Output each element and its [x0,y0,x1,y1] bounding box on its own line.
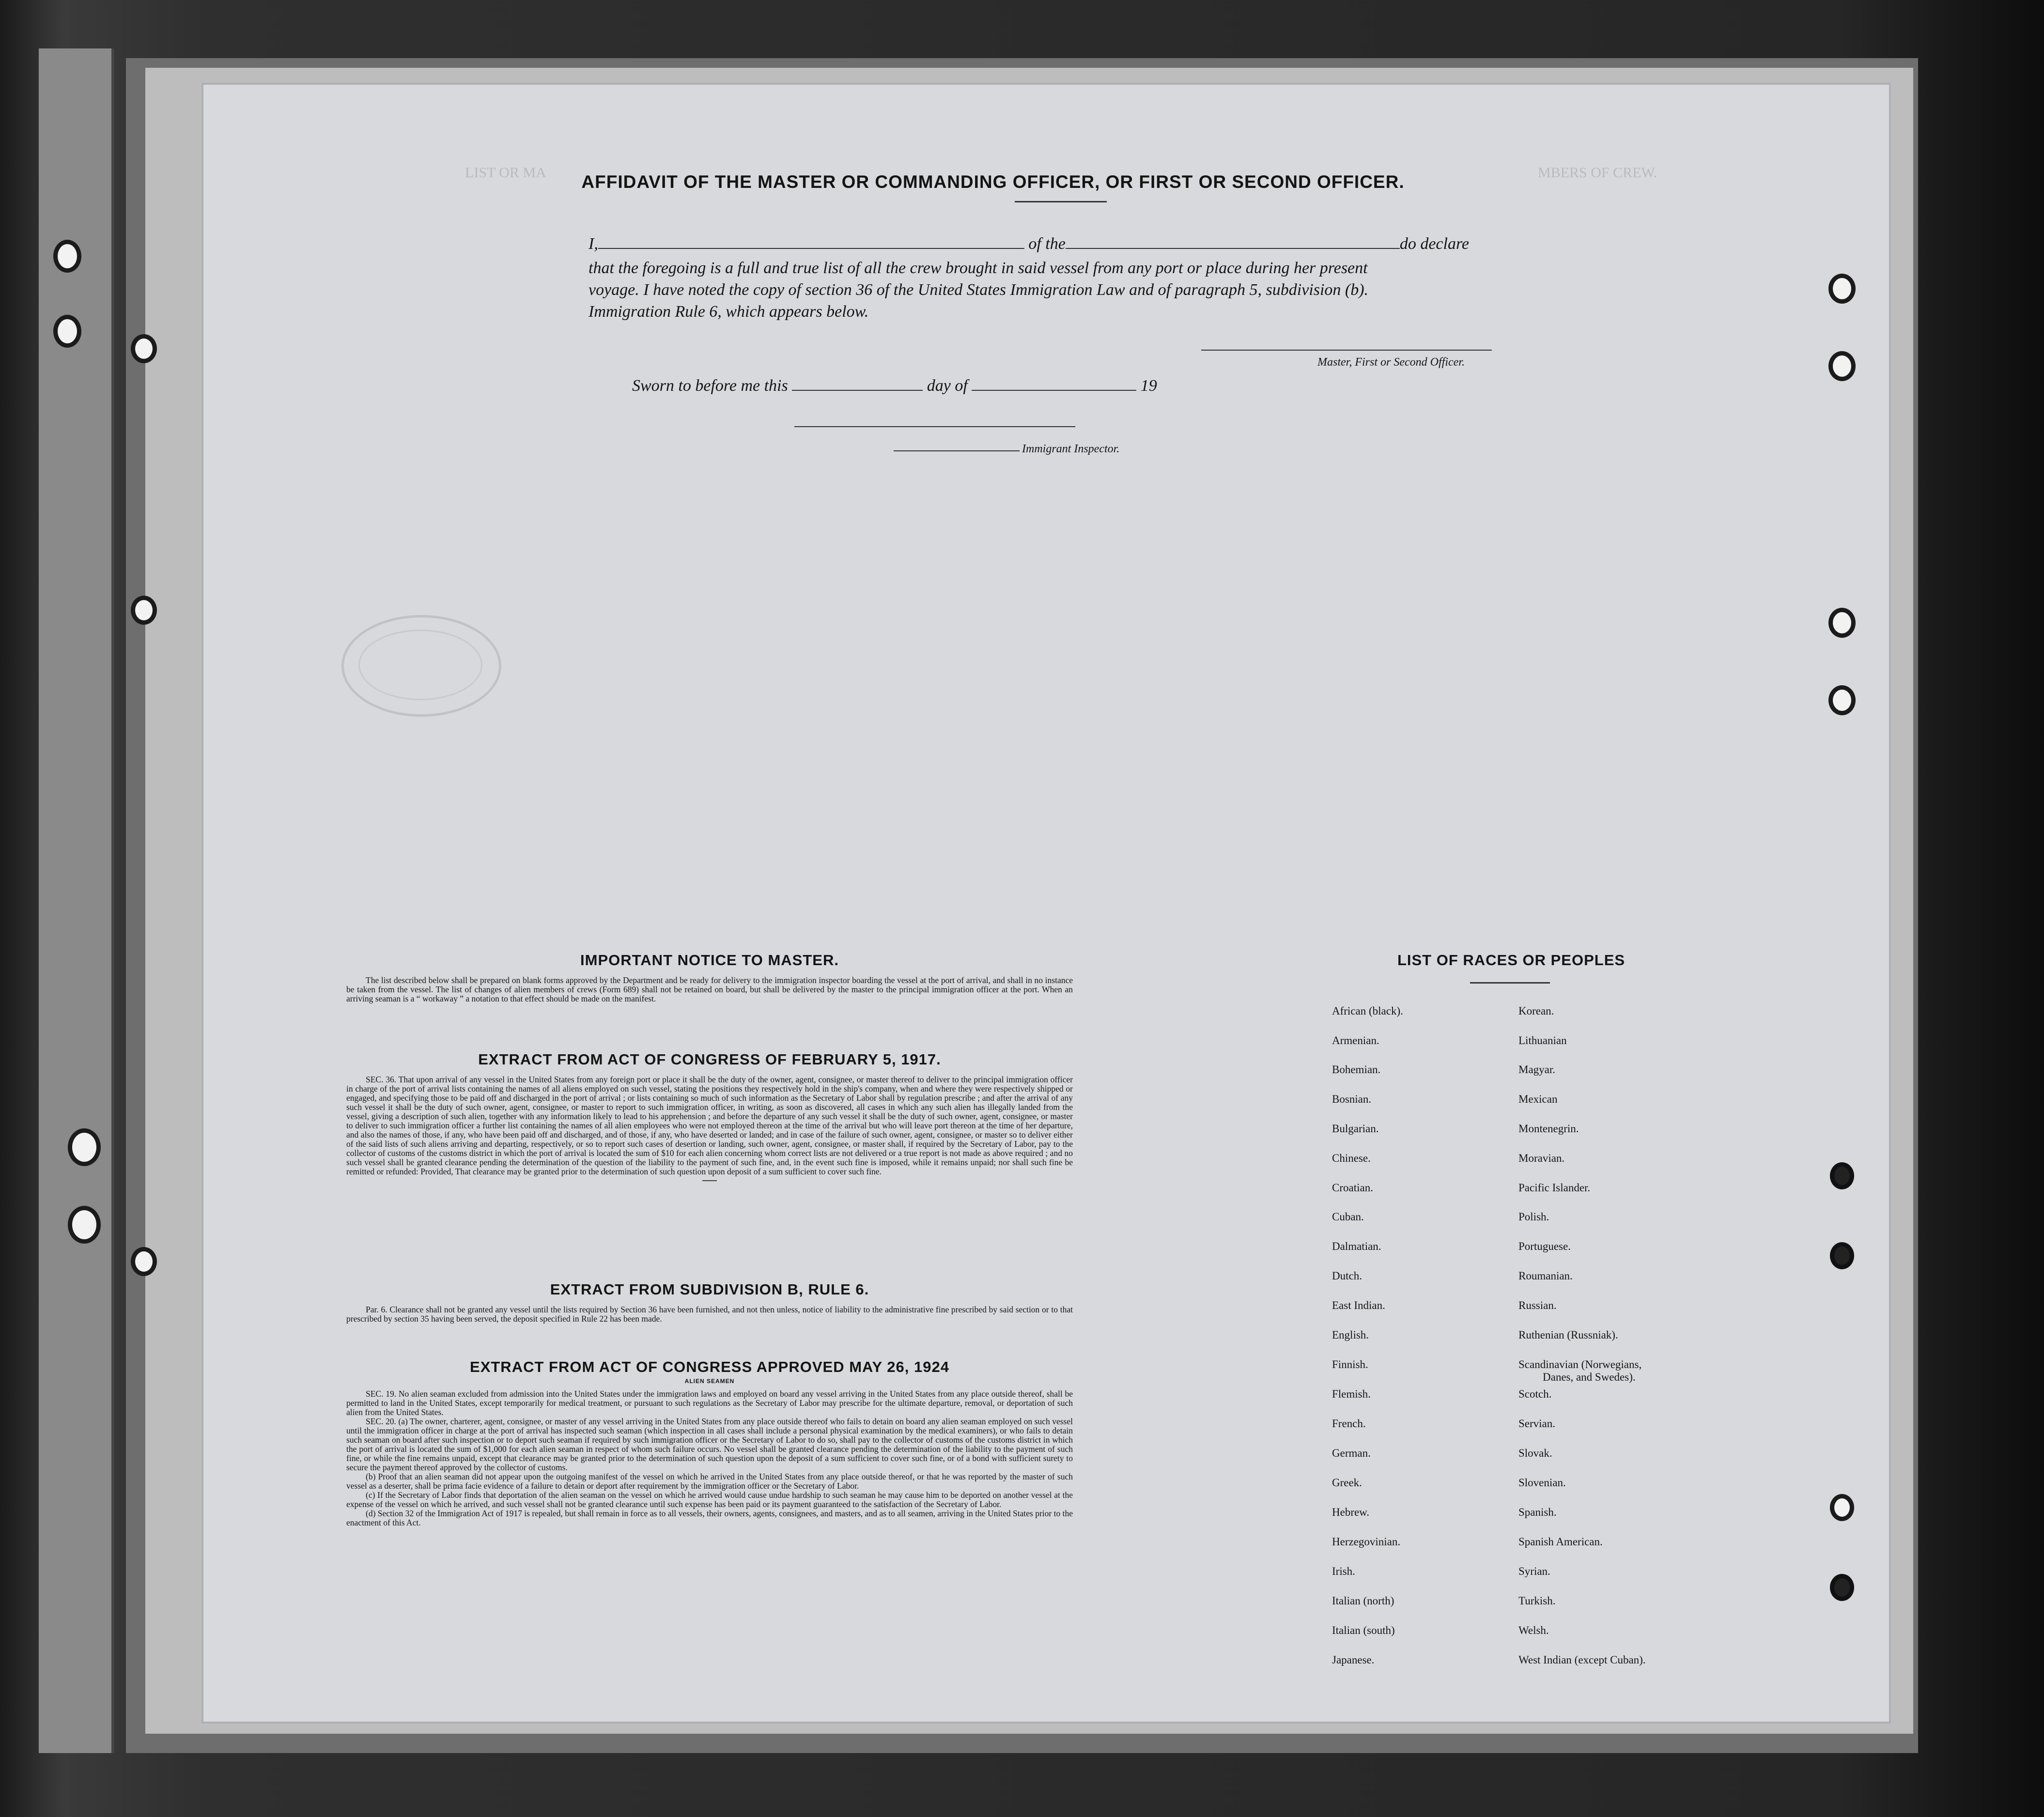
race-item: Servian. [1518,1417,1556,1430]
race-item: Cuban. [1332,1211,1364,1223]
punch-hole [1828,685,1856,715]
inspector-caption: Immigrant Inspector. [1022,443,1120,455]
race-item: Roumanian. [1518,1270,1573,1282]
race-item: Croatian. [1332,1182,1373,1194]
race-item: Greek. [1332,1477,1362,1489]
races-title: LIST OF RACES OR PEOPLES [1397,952,1626,969]
race-item: Herzegovinian. [1332,1536,1401,1548]
notice-title: IMPORTANT NOTICE TO MASTER. [580,952,839,969]
extract-1924-title: EXTRACT FROM ACT OF CONGRESS APPROVED MAY 26, 1924 [470,1358,949,1375]
race-item: Mexican [1518,1093,1558,1105]
sworn-day-blank[interactable] [792,379,923,391]
master-signature-line[interactable] [1201,350,1492,351]
punch-hole [1830,1574,1854,1601]
race-item: Pacific Islander. [1518,1182,1591,1194]
declaration-declare: do declare [1399,235,1470,253]
race-item: German. [1332,1447,1371,1459]
notice-paragraph: The list described below shall be prepared on blank forms approved by the Department and be ready for delivery to the immigration inspector boarding the vessel at the port of arrival, and shall in no instance be taken from the vessel. The list of changes of alien members of crews (Form 689) shall not be retained on board, but shall be delivered by the master to the principal immigration officer at the port. When an arriving seaman is a “ workaway ” a notation to that effect should be made on the manifest. [346,975,1073,1003]
race-item: Ruthenian (Russniak). [1518,1329,1618,1341]
inspector-signature-line[interactable] [794,426,1075,427]
declaration-line-4: Immigration Rule 6, which appears below. [588,303,869,321]
sworn-day-of: day of [927,377,968,395]
race-item: Magyar. [1518,1063,1556,1076]
races-title-underline [1470,982,1550,984]
punch-hole [53,240,81,273]
section-divider [702,1180,717,1181]
sworn-year: 19 [1140,377,1157,395]
punch-hole [68,1128,101,1166]
punch-hole [1830,1242,1854,1269]
race-item: Dutch. [1332,1270,1362,1282]
declaration-of-the: of the [1028,235,1066,253]
race-item: Syrian. [1518,1565,1550,1577]
title-underline [1015,201,1107,202]
punch-hole [131,596,157,625]
declaration-line-2: that the foregoing is a full and true list of all the crew brought in said vessel from any port or place during her present [588,259,1368,277]
race-item: Slovenian. [1518,1477,1566,1489]
extract-rule6-title: EXTRACT FROM SUBDIVISION B, RULE 6. [550,1281,869,1298]
notice-section [346,952,1073,1003]
race-item: African (black). [1332,1005,1403,1017]
name-blank[interactable] [598,237,1024,249]
race-item: Lithuanian [1518,1034,1567,1047]
faint-oval-stamp [341,615,501,717]
sworn-line [632,377,1157,395]
race-item: Italian (south) [1332,1624,1395,1636]
extract-rule6-section [346,1281,1073,1324]
declaration-line-3: voyage. I have noted the copy of section 36 of the United States Immigration Law and of paragraph 5, subdivision (b). [588,281,1369,299]
extract-rule6-body [346,1305,1073,1324]
punch-hole [1828,274,1856,304]
punch-hole [1830,1162,1854,1189]
vessel-blank[interactable] [1066,237,1400,249]
race-item: Welsh. [1518,1624,1549,1636]
punch-hole [131,1247,157,1276]
extract-1917-paragraph: SEC. 36. That upon arrival of any vessel in the United States from any foreign port or place it shall be the duty of the owner, agent, consignee, or master thereof to deliver to the principal immigration officer in charge of the port of arrival lists containing the names of all aliens employed on such vessel, stating the positions they respectively hold in the ship's company, when and where they were respectively shipped or engaged, and specifying those to be paid off and discharged in the port of arrival ; or lists containing so much of such information as the Secretary of Labor shall by regulation prescribe ; and after the arrival of any such vessel it shall be the duty of such owner, agent, consignee, or master to report to such immigration officer, in writing, as soon as discovered, all cases in which any such alien has illegally landed from the vessel, giving a description of such alien, together with any information likely to lead to his apprehension ; and before the departure of any such vessel it shall be the duty of such owner, agent, consignee, or master to deliver to such immigration officer a further list containing the names of all alien employees who were not employed thereon at the time of the arrival but who will leave port thereon at the time of her departure, and also the names of those, if any, who have been paid off and discharged, and of those, if any, who have deserted or landed; and in case of the failure of such owner, agent, consignee, or master so to deliver either of the said lists of such aliens arriving and departing, respectively, or so to report such cases of desertion or landing, such owner, agent, consignee, or master shall, if required by the Secretary of Labor, pay to the collector of customs of the customs district in which the port of arrival is located the sum of $10 for each alien concerning whom correct lists are not delivered or a true report is not made as above required ; and no such vessel shall be granted clearance pending the determination of the question of the liability to the payment of such fine, and, in the event such fine is imposed, while it remains unpaid; nor shall such fine be remitted or refunded: Provided, That clearance may be granted prior to the determination of such question upon deposit of a sum sufficient to cover such fine. [346,1075,1073,1176]
race-item: Spanish American. [1518,1536,1603,1548]
race-item: Polish. [1518,1211,1549,1223]
race-item: Chinese. [1332,1152,1371,1164]
sworn-month-blank[interactable] [972,379,1136,391]
sworn-prefix: Sworn to before me this [632,377,788,395]
extract-1917-section [346,1051,1073,1189]
race-item: Bosnian. [1332,1093,1372,1105]
race-item: Montenegrin. [1518,1123,1579,1135]
declaration-i: I, [588,235,598,253]
race-item: West Indian (except Cuban). [1518,1654,1646,1666]
extract-1924-paragraph: (b) Proof that an alien seaman did not appear upon the outgoing manifest of the vessel on which he arrived in the United States from any place outside thereof, or that he was reported by the master of such vessel as a deserter, shall be prima facie evidence of a failure to detain or deport after requirement by the immigration officer or the Secretary of Labor. [346,1472,1073,1491]
punch-hole [1830,1494,1854,1521]
bleed-through-heading-left: LIST OR MA [465,165,546,181]
race-item: English. [1332,1329,1369,1341]
faint-oval-stamp-inner [358,630,482,700]
extract-1924-paragraph: SEC. 19. No alien seaman excluded from admission into the United States under the immigration laws and employed on board any vessel arriving in the United States from any place outside thereof, shall be permitted to land in the United States, except temporarily for medical treatment, or pursuant to such regulations as the Secretary of Labor may prescribe for the ultimate departure, removal, or deportation of such alien from the United States. [346,1389,1073,1417]
binder-strip [39,48,114,1753]
inspector-caption-rule [894,450,1020,451]
punch-hole [1828,608,1856,638]
race-item: Slovak. [1518,1447,1552,1459]
extract-1917-title: EXTRACT FROM ACT OF CONGRESS OF FEBRUARY 5, 1917. [478,1051,941,1068]
race-item: Spanish. [1518,1506,1557,1518]
race-item: Italian (north) [1332,1595,1394,1607]
affidavit-title: AFFIDAVIT OF THE MASTER OR COMMANDING OFFICER, OR FIRST OR SECOND OFFICER. [581,172,1405,192]
race-item: Irish. [1332,1565,1355,1577]
punch-hole [1828,351,1856,381]
extract-1924-paragraph: (c) If the Secretary of Labor finds that deportation of the alien seaman on the vessel on which he arrived would cause undue hardship to such seaman he may cause him to be deported on another vessel at the expense of the vessel on which he arrived, and such vessel shall not be granted clearance until such expense has been paid or its payment guaranteed to the satisfaction of the Secretary of Labor. [346,1490,1073,1509]
race-item: Finnish. [1332,1358,1368,1370]
race-item: Scotch. [1518,1388,1552,1400]
race-item: Scandinavian (Norwegians, [1518,1358,1642,1370]
master-caption: Master, First or Second Officer. [1317,356,1465,369]
extract-rule6-paragraph: Par. 6. Clearance shall not be granted any vessel until the lists required by Section 36 have been furnished, and not then unless, notice of liability to the administrative fine prescribed by said section or to that prescribed by section 35 having been served, the deposit specified in Rule 22 has been made. [346,1305,1073,1324]
race-item: Korean. [1518,1005,1554,1017]
race-item: East Indian. [1332,1299,1385,1311]
extract-1924-subtitle: ALIEN SEAMEN [684,1378,735,1385]
bleed-through-heading-right: MBERS OF CREW. [1538,165,1657,181]
extract-1924-section [346,1358,1073,1527]
race-item: Flemish. [1332,1388,1371,1400]
extract-1924-paragraph: SEC. 20. (a) The owner, charterer, agent, consignee, or master of any vessel arriving in the United States from any place outside thereof who fails to detain on board any alien seaman employed on such vessel until the immigration officer in charge at the port of arrival has inspected such seaman (which inspection in all cases shall include a personal physical examination by the medical examiners), or who fails to detain such seaman on board after such inspection or to deport such seaman if required by such immigration officer or the Secretary of Labor to do so, shall pay to the collector of customs of the customs district in which the port of arrival is located the sum of $1,000 for each alien seaman in respect of whom such failure occurs. No vessel shall be granted clearance pending the determination of the liability to the payment of such fine, or while the fine remains unpaid, except that clearance may be granted prior to the determination of such question upon the deposit of a sum sufficient to cover such fine, or of a bond with sufficient surety to secure the payment thereof approved by the collector of customs. [346,1417,1073,1472]
notice-body [346,976,1073,1003]
race-item: Moravian. [1518,1152,1565,1164]
race-item: Bohemian. [1332,1063,1381,1076]
declaration-line-1 [588,235,1469,253]
race-item: Turkish. [1518,1595,1556,1607]
extract-1917-body [346,1075,1073,1176]
race-item: Dalmatian. [1332,1240,1381,1252]
race-item: Hebrew. [1332,1506,1370,1518]
extract-1924-body [346,1389,1073,1527]
punch-hole [53,315,81,348]
race-item: Armenian. [1332,1034,1379,1047]
punch-hole [68,1206,101,1244]
extract-1924-paragraph: (d) Section 32 of the Immigration Act of 1917 is repealed, but shall remain in force as to all vessels, their owners, agents, consignees, and masters, and as to all seamen, arriving in the United States prior to the enactment of this Act. [346,1509,1073,1527]
race-item: French. [1332,1417,1366,1430]
race-item: Bulgarian. [1332,1123,1379,1135]
race-item: Russian. [1518,1299,1557,1311]
race-item: Danes, and Swedes). [1543,1371,1636,1383]
race-item: Japanese. [1332,1654,1375,1666]
race-item: Portuguese. [1518,1240,1571,1252]
punch-hole [131,334,157,363]
